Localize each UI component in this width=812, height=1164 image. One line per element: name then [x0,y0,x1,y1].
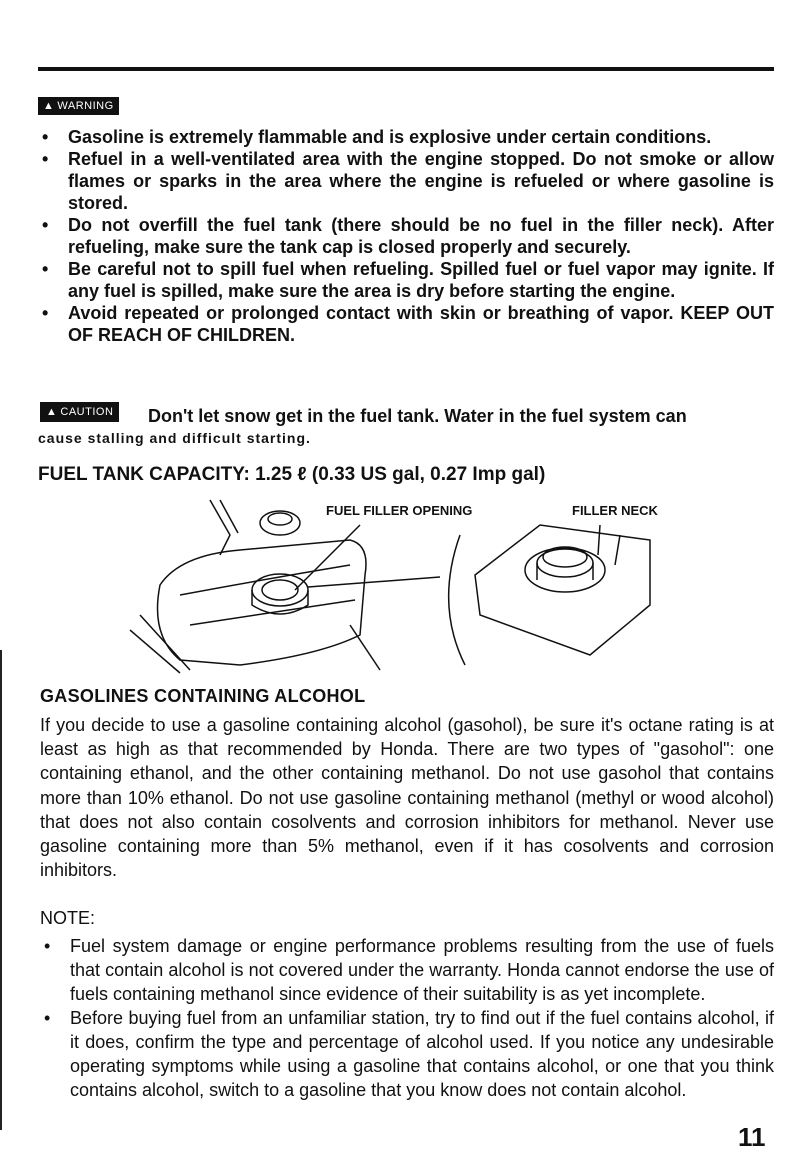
fuel-tank-figure [120,495,680,675]
list-item: • Refuel in a well-ventilated area with the engine stopped. Do not smoke or allow flames or sparks in the area where the engine is refueled or where gasoline is stored. [42,149,774,213]
caution-text: Don't let snow get in the fuel tank. Water in the fuel system can [148,406,687,426]
warning-triangle-icon: ▲ [43,100,55,112]
list-item: • Do not overfill the fuel tank (there should be no fuel in the filler neck). After refueling, make sure the tank cap is closed properly and securely. [42,215,774,257]
caution-tag-label: CAUTION [60,406,114,418]
caution-text-continued: cause stalling and difficult starting. [38,430,311,446]
left-margin-mark [0,650,2,1130]
caution-tag [40,402,119,422]
list-item: • Be careful not to spill fuel when refueling. Spilled fuel or fuel vapor may ignite. If any fuel is spilled, make sure the area is dry before starting the engine. [42,259,774,301]
list-item: • Before buying fuel from an unfamiliar station, try to find out if the fuel contains alcohol, if it does, confirm the type and percentage of alcohol used. If you notice any undesirable operating symptoms while using a gasoline that contains alcohol, or one that you think contains alcohol, switch to a gasoline that you know does not contain alcohol. [44,1008,774,1100]
fuel-tank-illustration [120,495,680,675]
note-label: NOTE: [40,908,96,928]
fuel-filler-opening-label: FUEL FILLER OPENING [326,503,473,518]
list-item: • Avoid repeated or prolonged contact with skin or breathing of vapor. KEEP OUT OF REACH OF CHILDREN. [42,303,774,345]
warning-tag-label: WARNING [57,100,114,112]
warning-list [38,126,774,346]
alcohol-paragraph: If you decide to use a gasoline containing alcohol (gasohol), be sure it's octane rating is at least as high as that recommended by Honda. There are two types of "gasohol": one containing ethanol, and the other containing methanol. Do not use gasohol that contains more than 10% ethanol. Do not use gasoline containing methanol (methyl or wood alcohol) that does not also contain cosolvents and corrosion inhibitors for methanol. Never use gasoline containing more than 5% methanol, even if it has cosolvents and corrosion inhibitors. [40,715,774,881]
notes-list [40,934,774,1102]
section-heading: GASOLINES CONTAINING ALCOHOL [40,686,366,706]
top-rule [38,67,774,71]
filler-neck-label: FILLER NECK [572,503,658,518]
list-item: • Gasoline is extremely flammable and is explosive under certain conditions. [42,127,712,147]
list-item: • Fuel system damage or engine performance problems resulting from the use of fuels that contain alcohol is not covered under the warranty. Honda cannot endorse the use of fuels containing methanol since evidence of their suitability is as yet incomplete. [44,936,774,1004]
warning-tag [38,97,119,115]
fuel-tank-capacity: FUEL TANK CAPACITY: 1.25 ℓ (0.33 US gal, 0.27 Imp gal) [38,464,546,485]
caution-triangle-icon: ▲ [46,406,58,418]
page-number: 11 [738,1122,766,1152]
